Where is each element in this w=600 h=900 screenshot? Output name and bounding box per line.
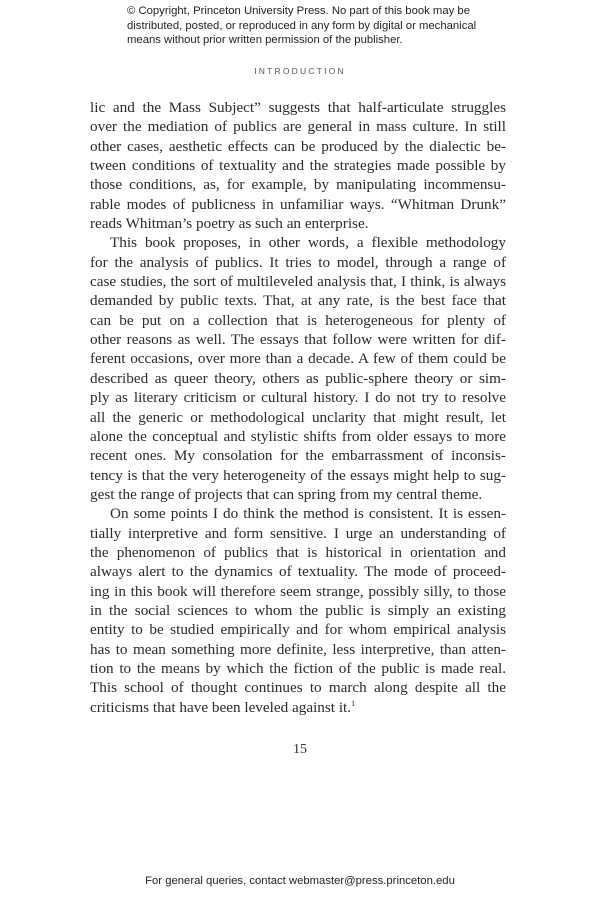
text-line: recent ones. My consolation for the embarrassment of inconsis- xyxy=(90,447,506,465)
text-line: all the generic or methodological unclarity that might result, let xyxy=(90,408,506,426)
copyright-line: means without prior written permission of the publisher. xyxy=(127,34,403,46)
text-line: tially interpretive and form sensitive. I urge an understanding of xyxy=(90,524,506,542)
text-line: ing in this book will therefore seem strange, possibly silly, to those xyxy=(90,582,506,600)
text-line-with-footnote xyxy=(90,698,506,717)
text-line: lic and the Mass Subject” suggests that half-articulate struggles xyxy=(90,99,506,116)
text-line: tency is that the very heterogeneity of the essays might help to sug- xyxy=(90,466,506,484)
text-line: alone the conceptual and stylistic shifts from older essays to more xyxy=(90,427,506,445)
footnote-marker[interactable]: 1 xyxy=(351,698,356,708)
text-line: rable modes of publicness in unfamiliar ways. “Whitman Drunk” xyxy=(90,195,506,213)
text-line: demanded by public texts. That, at any rate, is the best face that xyxy=(90,292,506,310)
text-line: gest the range of projects that can spring from my central theme. xyxy=(90,485,483,503)
text-line: reads Whitman’s poetry as such an enterprise. xyxy=(90,215,369,233)
text-line: entity to be studied empirically and for whom empirical analysis xyxy=(90,621,506,639)
copyright-line: distributed, posted, or reproduced in any form by digital or mechanical xyxy=(127,19,477,32)
text-line: described as queer theory, others as public-sphere theory or sim- xyxy=(90,369,506,387)
copyright-notice xyxy=(127,4,487,48)
text-line: ferent occasions, over more than a decade. A few of them could be xyxy=(90,350,506,368)
text-line: ply as literary criticism or cultural history. I do not try to resolve xyxy=(90,389,506,407)
body-text xyxy=(90,98,506,717)
footer-contact: For general queries, contact webmaster@press.princeton.edu xyxy=(145,875,455,887)
text-line: other cases, aesthetic effects can be produced by the dialectic be- xyxy=(90,137,506,155)
text-line: those conditions, as, for example, by manipulating incommensu- xyxy=(90,176,506,194)
text-line: can be put on a collection that is heterogeneous for plenty of xyxy=(90,311,506,329)
text-line: over the mediation of publics are general in mass culture. In still xyxy=(90,118,506,136)
text-line: the phenomenon of publics that is historical in orientation and xyxy=(90,543,506,561)
text-line: has to mean something more definite, less interpretive, than atten- xyxy=(90,640,506,658)
paragraph-start-line: On some points I do think the method is consistent. It is essen- xyxy=(110,505,506,523)
text-line: tion to the means by which the fiction of the public is made real. xyxy=(90,659,506,677)
text-line: tween conditions of textuality and the strategies made possible by xyxy=(90,157,506,175)
text-line: in the social sciences to whom the public is simply an existing xyxy=(90,601,506,619)
text-line: case studies, the sort of multileveled analysis that, I think, is always xyxy=(90,273,506,291)
paragraph-start-line: This book proposes, in other words, a flexible methodology xyxy=(110,234,506,252)
text-line: other reasons as well. The essays that follow were written for dif- xyxy=(90,331,506,349)
text-line: for the analysis of publics. It tries to model, through a range of xyxy=(90,253,506,271)
copyright-line: © Copyright, Princeton University Press. No part of this book may be xyxy=(127,5,470,17)
running-head: INTRODUCTION xyxy=(254,66,346,76)
page-number: 15 xyxy=(293,742,307,757)
text-line: This school of thought continues to march along despite all the xyxy=(90,679,506,697)
text-line: always alert to the dynamics of textuality. The mode of proceed- xyxy=(90,563,506,581)
text-line: criticisms that have been leveled against it. xyxy=(90,698,352,716)
